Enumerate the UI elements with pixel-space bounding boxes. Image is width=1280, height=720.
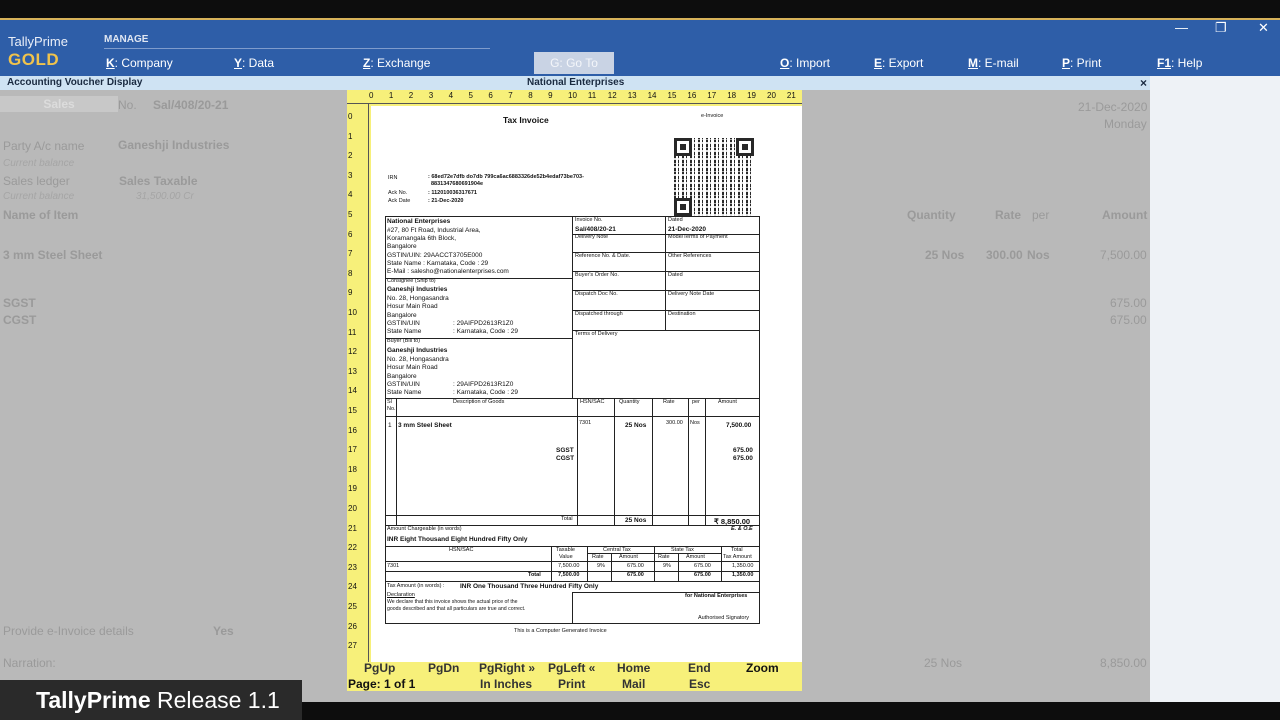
ruler-left-tick: 8 (348, 268, 353, 278)
menu-exchange[interactable]: Z: Exchange (363, 56, 431, 70)
ruler-left-tick: 21 (348, 523, 357, 533)
irn-line-1: : 68ed72e7dfb do7db 799ca6ac6883326de52b4edaf73be703- (428, 174, 584, 180)
seller-address-2: Koramangala 6th Block, (387, 235, 457, 242)
invoice-title: Tax Invoice (503, 115, 549, 125)
tax-total-taxable: 7,500.00 (558, 572, 580, 578)
item-description: 3 mm Steel Sheet (398, 422, 452, 429)
menu-help[interactable]: F1: Help (1157, 56, 1203, 70)
sales-ledger-label: Sales ledger (3, 174, 70, 188)
tax-col-tax-amount: Tax Amount (723, 554, 752, 560)
divider (572, 216, 573, 399)
brand-edition: GOLD (8, 50, 60, 69)
column-quantity: Quantity (907, 208, 956, 222)
mode-terms-label: Mode/Terms of Payment (668, 234, 728, 240)
tax-row-total: 1,350.00 (732, 563, 754, 569)
qr-finder-icon (674, 198, 692, 216)
voucher-no-label: No. (118, 98, 137, 112)
ruler-left-tick: 9 (348, 288, 353, 298)
ruler-top-tick: 14 (647, 91, 657, 100)
terms-delivery-label: Terms of Delivery (575, 331, 618, 337)
tax-col-total: Total (731, 547, 743, 553)
consignee-gstin-label: GSTIN/UIN (387, 320, 420, 327)
sgst-amount: 675.00 (733, 447, 753, 454)
ruler-left-tick: 2 (348, 151, 353, 161)
consignee-address-2: Hosur Main Road (387, 303, 438, 310)
seller-address-3: Bangalore (387, 243, 417, 250)
buyer-state: : Karnataka, Code : 29 (453, 389, 519, 396)
print-button[interactable]: Print (558, 677, 586, 691)
buyer-gstin: : 29AIFPD2613R1Z0 (453, 381, 514, 388)
ruler-left-tick: 25 (348, 602, 357, 611)
irn-line-2: 8831347680691904e (431, 181, 484, 187)
ruler-left-tick: 27 (348, 641, 357, 651)
ruler-left-tick: 1 (348, 131, 353, 141)
tax-col-s-rate: Rate (658, 554, 670, 560)
print-preview-window (347, 90, 802, 691)
ruler-left-tick: 4 (348, 190, 353, 200)
column-item: Name of Item (3, 208, 79, 222)
ack-no-label: Ack No. (388, 190, 408, 196)
esc-button[interactable]: Esc (689, 677, 711, 691)
tax-col-value: Value (559, 554, 573, 560)
ruler-top-tick: 8 (528, 91, 533, 100)
ruler-left-tick: 18 (348, 464, 357, 474)
column-amount: Amount (1102, 208, 1148, 222)
divider (551, 546, 552, 581)
ruler-left-tick: 14 (348, 386, 357, 396)
pgup-button[interactable]: PgUp (364, 661, 396, 675)
seller-address-1: #27, 80 Ft Road, Industrial Area, (387, 227, 481, 234)
ruler-left-tick: 15 (348, 406, 357, 415)
ack-date-label: Ack Date (388, 198, 411, 204)
menu-data[interactable]: Y: Data (234, 56, 275, 70)
voucher-type: Sales (0, 96, 118, 112)
invoice-no-label: Invoice No. (575, 217, 603, 223)
manage-divider (104, 48, 490, 49)
qr-code-icon (674, 138, 754, 216)
sgst-label: SGST (3, 296, 36, 310)
col-quantity: Quantity (619, 399, 640, 405)
end-button[interactable]: End (688, 661, 711, 675)
item-sl: 1 (388, 422, 392, 429)
delivery-note-label: Delivery Note (575, 234, 609, 240)
voucher-date: 21-Dec-2020 (1078, 100, 1148, 114)
top-edge (0, 0, 1280, 18)
divider (572, 592, 573, 624)
page-indicator: Page: 1 of 1 (348, 677, 416, 691)
tax-col-central: Central Tax (603, 547, 631, 553)
ruler-left-tick: 10 (348, 308, 357, 317)
ruler-top-tick: 17 (707, 91, 717, 100)
divider (611, 553, 612, 581)
consignee-state: : Karnataka, Code : 29 (453, 328, 519, 335)
horizontal-ruler (347, 90, 802, 104)
tax-col-state: State Tax (671, 547, 694, 553)
tax-total-c-amount: 675.00 (627, 572, 644, 578)
divider (587, 546, 588, 581)
item-per: Nos (1027, 248, 1050, 262)
col-per: per (692, 399, 700, 405)
consignee-name: Ganeshji Industries (387, 286, 448, 293)
buyers-order-label: Buyer's Order No. (575, 272, 619, 278)
item-rate: 300.00 (666, 420, 683, 426)
ruler-left-tick: 13 (348, 366, 357, 376)
close-preview-icon[interactable]: × (1140, 76, 1148, 90)
party-label: Party A/c name (3, 139, 85, 153)
buyer-label: Buyer (Bill to) (387, 338, 421, 344)
ruler-left-tick: 17 (348, 445, 357, 455)
item-quantity: 25 Nos (925, 248, 965, 262)
ruler-top-tick: 2 (408, 91, 414, 100)
dispatch-doc-label: Dispatch Doc No. (575, 291, 618, 297)
amount-words-label: Amount Chargeable (in words) (387, 526, 462, 532)
home-button[interactable]: Home (617, 661, 651, 675)
item-amount: 7,500.00 (726, 422, 752, 429)
einvoice-caption: e-Invoice (701, 113, 724, 119)
invoice-page (371, 106, 802, 664)
buyer-state-label: State Name (387, 389, 422, 396)
irn-label: IRN (388, 175, 398, 181)
ruler-top-tick: 9 (548, 91, 553, 100)
ruler-left-tick: 5 (348, 210, 353, 219)
ruler-top-tick: 16 (687, 91, 697, 100)
consignee-state-label: State Name (387, 328, 422, 335)
sales-balance-value: 31,500.00 Cr (136, 191, 194, 202)
ruler-left-tick: 26 (348, 621, 357, 631)
in-inches-button[interactable]: In Inches (480, 677, 533, 691)
restore-icon[interactable]: ❐ (1215, 20, 1227, 35)
release-product: TallyPrime (36, 687, 151, 713)
screen-header (0, 76, 1150, 90)
ruler-top-tick: 7 (508, 91, 513, 100)
tax-row-s-rate: 9% (663, 563, 671, 569)
qr-finder-icon (674, 138, 692, 156)
cgst-label: CGST (556, 455, 575, 462)
voucher-day: Monday (1104, 117, 1147, 131)
divider (678, 553, 679, 581)
goto-button[interactable]: G: Go To (534, 52, 614, 74)
vertical-ruler (347, 104, 369, 664)
total-amount: ₹ 8,850.00 (714, 517, 751, 526)
item-name: 3 mm Steel Sheet (3, 248, 103, 262)
tax-total-total: 1,350.00 (732, 572, 754, 578)
tax-col-taxable: Taxable (556, 547, 575, 553)
for-company: for National Enterprises (685, 593, 748, 599)
ruler-top-tick: 10 (568, 91, 577, 100)
divider (614, 398, 615, 525)
company-name: National Enterprises (527, 77, 625, 88)
ruler-left-tick: 24 (348, 582, 357, 592)
divider (721, 546, 722, 581)
tax-row-s-amount: 675.00 (694, 563, 711, 569)
total-quantity: 25 Nos (924, 656, 963, 670)
ruler-top-tick: 4 (448, 91, 454, 100)
cgst-amount: 675.00 (733, 455, 753, 462)
pgright-button[interactable]: PgRight » (479, 661, 535, 675)
ruler-top-tick: 11 (587, 91, 597, 100)
tax-col-hsn: HSN/SAC (449, 547, 474, 553)
item-per: Nos (690, 420, 700, 426)
ruler-left-tick: 12 (348, 347, 357, 357)
menu-print[interactable]: P: Print (1062, 56, 1102, 70)
buyer-name: Ganeshji Industries (387, 347, 448, 354)
ruler-top-tick: 20 (767, 91, 776, 100)
divider (385, 398, 760, 399)
pgdn-button[interactable]: PgDn (428, 661, 460, 675)
column-rate: Rate (995, 208, 1022, 222)
item-hsn: 7301 (579, 420, 592, 426)
seller-state: State Name : Karnataka, Code : 29 (387, 260, 489, 267)
right-button-panel (1150, 76, 1280, 702)
ruler-left-tick: 22 (348, 543, 357, 553)
menu-email[interactable]: M: E-mail (968, 56, 1019, 70)
declaration-label: Declaration (387, 592, 415, 598)
ruler-left-tick: 7 (348, 249, 353, 259)
col-amount: Amount (718, 399, 737, 405)
menu-company[interactable]: K: Company (106, 56, 173, 70)
gold-accent-line (0, 18, 1280, 20)
consignee-label: Consignee (Ship to) (387, 278, 436, 284)
buyer-address-1: No. 28, Hongasandra (387, 356, 449, 363)
total-quantity: 25 Nos (625, 517, 647, 524)
invoice-date: 21-Dec-2020 (668, 226, 706, 233)
tax-row-c-rate: 9% (597, 563, 605, 569)
mail-button[interactable]: Mail (622, 677, 646, 691)
seller-email: E-Mail : salesho@nationalenterprises.com (387, 268, 509, 275)
buyer-gstin-label: GSTIN/UIN (387, 381, 420, 388)
dispatched-through-label: Dispatched through (575, 311, 623, 317)
ruler-left-tick: 11 (348, 327, 357, 337)
divider (577, 398, 578, 525)
tax-total-s-amount: 675.00 (694, 572, 711, 578)
destination-label: Destination (668, 311, 696, 317)
einvoice-value: Yes (213, 624, 234, 638)
tax-words-label: Tax Amount (in words) : (387, 583, 445, 589)
item-amount: 7,500.00 (1100, 248, 1147, 262)
close-icon[interactable]: ✕ (1258, 20, 1269, 35)
delivery-note-date-label: Delivery Note Date (668, 291, 715, 297)
sgst-value: 675.00 (1110, 296, 1147, 310)
ruler-top-tick: 15 (667, 91, 677, 100)
ack-no: : 112010036317671 (428, 190, 477, 196)
dated-label: Dated (668, 217, 683, 223)
tax-total-label: Total (528, 572, 541, 578)
ruler-top-tick: 12 (607, 91, 617, 100)
menu-export[interactable]: E: Export (874, 56, 924, 70)
minimize-icon[interactable]: — (1175, 20, 1188, 35)
total-label: Total (561, 516, 573, 522)
declaration-line-2: goods described and that all particulars are true and correct. (387, 606, 526, 612)
tax-col-c-rate: Rate (592, 554, 604, 560)
divider (396, 398, 397, 525)
ruler-top-tick: 13 (627, 91, 637, 100)
divider (385, 561, 760, 562)
buyer-address-2: Hosur Main Road (387, 364, 438, 371)
dated2-label: Dated (668, 272, 683, 278)
ruler-top-tick: 18 (727, 91, 737, 100)
qr-finder-icon (736, 138, 754, 156)
computer-generated-note: This is a Computer Generated Invoice (514, 628, 607, 634)
pgleft-button[interactable]: PgLeft « (548, 661, 596, 675)
item-rate: 300.00 (986, 248, 1023, 262)
ruler-left-tick: 23 (348, 562, 357, 572)
ruler-top-tick: 6 (488, 91, 493, 100)
column-per: per (1032, 208, 1050, 222)
eoe: E. & O.E (731, 526, 753, 532)
col-no: No. (387, 406, 396, 412)
tax-row-hsn: 7301 (387, 563, 400, 569)
ruler-left-tick: 16 (348, 425, 357, 435)
total-amount: 8,850.00 (1100, 656, 1147, 670)
seller-name: National Enterprises (387, 218, 451, 225)
narration-label: Narration: (3, 656, 56, 670)
sales-ledger-value: Sales Taxable (119, 174, 198, 188)
ack-date: : 21-Dec-2020 (428, 198, 464, 204)
cgst-value: 675.00 (1110, 313, 1147, 327)
ruler-left-tick: 0 (348, 112, 353, 121)
voucher-no: Sal/408/20-21 (153, 98, 229, 112)
divider (385, 581, 760, 582)
divider (652, 398, 653, 525)
seller-gstin: GSTIN/UIN: 29AACCT3705E000 (387, 252, 483, 259)
authorised-signatory: Authorised Signatory (698, 615, 750, 621)
consignee-address-3: Bangalore (387, 312, 417, 319)
sales-balance-label: Current balance (3, 191, 75, 202)
col-sl: Sl (387, 399, 392, 405)
declaration-line-1: We declare that this invoice shows the actual price of the (387, 599, 518, 605)
einvoice-label: Provide e-Invoice details (3, 624, 134, 638)
screen-title: Accounting Voucher Display (7, 77, 143, 88)
tax-row-c-amount: 675.00 (627, 563, 644, 569)
reference-label: Reference No. & Date. (575, 253, 631, 259)
col-hsn: HSN/SAC (580, 399, 605, 405)
buyer-address-3: Bangalore (387, 373, 417, 380)
ruler-left-tick: 19 (348, 484, 357, 494)
ruler-top-tick: 5 (468, 91, 473, 100)
ruler-left-tick: 6 (348, 229, 353, 239)
top-menu-bar (0, 18, 1280, 76)
ruler-top-tick: 19 (747, 91, 756, 100)
divider (654, 546, 655, 581)
divider (385, 416, 760, 417)
col-description: Description of Goods (453, 399, 505, 405)
divider (705, 398, 706, 525)
ruler-top-tick: 3 (428, 91, 434, 100)
preview-button-bar (347, 662, 802, 691)
item-quantity: 25 Nos (625, 422, 647, 429)
invoice-no: Sal/408/20-21 (575, 226, 616, 233)
ruler-top-tick: 21 (786, 91, 796, 100)
release-banner (0, 680, 302, 720)
release-version: Release 1.1 (157, 687, 280, 713)
col-rate: Rate (663, 399, 675, 405)
cgst-label: CGST (3, 313, 37, 327)
ruler-left-tick: 3 (348, 170, 353, 180)
current-balance-label: Current balance (3, 158, 75, 169)
divider (688, 398, 689, 525)
consignee-gstin: : 29AIFPD2613R1Z0 (453, 320, 514, 327)
zoom-button[interactable]: Zoom (746, 661, 779, 675)
tax-col-c-amount: Amount (619, 554, 638, 560)
consignee-address-1: No. 28, Hongasandra (387, 295, 449, 302)
tax-words: INR One Thousand Three Hundred Fifty Only (460, 583, 599, 590)
tax-row-taxable: 7,500.00 (558, 563, 580, 569)
tax-col-s-amount: Amount (686, 554, 705, 560)
manage-label: MANAGE (104, 34, 149, 45)
party-value: Ganeshji Industries (118, 138, 230, 152)
ruler-top-tick: 0 (369, 91, 374, 100)
menu-import[interactable]: O: Import (780, 56, 831, 70)
ruler-left-tick: 20 (348, 504, 357, 513)
ruler-top-tick: 1 (388, 91, 394, 100)
sgst-label: SGST (556, 447, 574, 454)
other-references-label: Other References (668, 253, 712, 259)
brand-name: TallyPrime (8, 34, 68, 49)
amount-words: INR Eight Thousand Eight Hundred Fifty Only (387, 536, 528, 543)
